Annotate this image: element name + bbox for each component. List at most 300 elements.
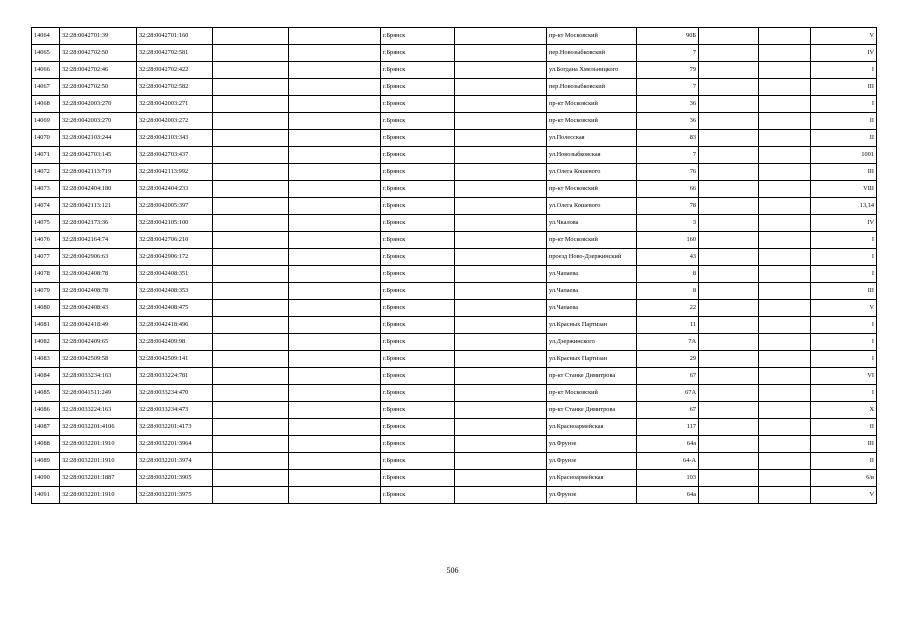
row-number-cell: 14088 xyxy=(32,436,60,453)
row-number-cell: 14085 xyxy=(32,385,60,402)
empty-cell xyxy=(289,181,381,198)
object-cadastral-number-cell: 32:28:0042003:272 xyxy=(137,113,213,130)
row-number-cell: 14082 xyxy=(32,334,60,351)
empty-cell xyxy=(455,487,547,504)
empty-cell xyxy=(759,317,811,334)
city-cell: г.Брянск xyxy=(381,45,455,62)
city-cell: г.Брянск xyxy=(381,62,455,79)
house-number-cell: 22 xyxy=(637,300,699,317)
empty-cell xyxy=(455,147,547,164)
empty-cell xyxy=(455,249,547,266)
object-cadastral-number-cell: 32:28:0032201:4173 xyxy=(137,419,213,436)
city-cell: г.Брянск xyxy=(381,402,455,419)
house-number-cell: 103 xyxy=(637,470,699,487)
empty-cell xyxy=(213,130,289,147)
empty-cell xyxy=(213,164,289,181)
table-row xyxy=(32,470,877,487)
house-number-cell: 8 xyxy=(637,266,699,283)
empty-cell xyxy=(759,470,811,487)
premises-number-cell: I xyxy=(811,385,877,402)
table-row xyxy=(32,283,877,300)
empty-cell xyxy=(455,45,547,62)
row-number-cell: 14071 xyxy=(32,147,60,164)
cadastral-number-cell: 32:28:0042702:50 xyxy=(60,45,137,62)
house-number-cell: 29 xyxy=(637,351,699,368)
row-number-cell: 14070 xyxy=(32,130,60,147)
row-number-cell: 14079 xyxy=(32,283,60,300)
premises-number-cell: I xyxy=(811,96,877,113)
registry-table xyxy=(31,27,877,504)
empty-cell xyxy=(699,334,759,351)
cadastral-number-cell: 32:28:0032201:1910 xyxy=(60,436,137,453)
row-number-cell: 14064 xyxy=(32,28,60,45)
house-number-cell: 7А xyxy=(637,334,699,351)
table-row xyxy=(32,28,877,45)
object-cadastral-number-cell: 32:28:0042408:475 xyxy=(137,300,213,317)
premises-number-cell: III xyxy=(811,283,877,300)
city-cell: г.Брянск xyxy=(381,232,455,249)
table-row xyxy=(32,45,877,62)
empty-cell xyxy=(699,147,759,164)
empty-cell xyxy=(213,453,289,470)
empty-cell xyxy=(759,487,811,504)
row-number-cell: 14086 xyxy=(32,402,60,419)
house-number-cell: 36 xyxy=(637,96,699,113)
empty-cell xyxy=(759,436,811,453)
row-number-cell: 14073 xyxy=(32,181,60,198)
object-cadastral-number-cell: 32:28:0042701:160 xyxy=(137,28,213,45)
empty-cell xyxy=(699,113,759,130)
empty-cell xyxy=(759,249,811,266)
city-cell: г.Брянск xyxy=(381,164,455,181)
empty-cell xyxy=(759,368,811,385)
row-number-cell: 14067 xyxy=(32,79,60,96)
empty-cell xyxy=(289,402,381,419)
empty-cell xyxy=(213,470,289,487)
cadastral-number-cell: 32:28:0042509:58 xyxy=(60,351,137,368)
empty-cell xyxy=(213,96,289,113)
cadastral-number-cell: 32:28:0042906:63 xyxy=(60,249,137,266)
house-number-cell: 36 xyxy=(637,113,699,130)
empty-cell xyxy=(289,113,381,130)
cadastral-number-cell: 32:28:0042702:46 xyxy=(60,62,137,79)
cadastral-number-cell: 32:28:0032201:1887 xyxy=(60,470,137,487)
empty-cell xyxy=(759,96,811,113)
house-number-cell: 11 xyxy=(637,317,699,334)
house-number-cell: 160 xyxy=(637,232,699,249)
empty-cell xyxy=(455,62,547,79)
cadastral-number-cell: 32:28:0042103:244 xyxy=(60,130,137,147)
empty-cell xyxy=(455,164,547,181)
street-cell: ул.Чапаева xyxy=(547,283,637,300)
empty-cell xyxy=(289,436,381,453)
object-cadastral-number-cell: 32:28:0042105:100 xyxy=(137,215,213,232)
premises-number-cell: 6/в xyxy=(811,470,877,487)
street-cell: ул.Новозыбковская xyxy=(547,147,637,164)
house-number-cell: 64а xyxy=(637,436,699,453)
empty-cell xyxy=(455,181,547,198)
empty-cell xyxy=(213,368,289,385)
empty-cell xyxy=(759,402,811,419)
empty-cell xyxy=(455,419,547,436)
empty-cell xyxy=(455,368,547,385)
table-row xyxy=(32,334,877,351)
table-row xyxy=(32,351,877,368)
city-cell: г.Брянск xyxy=(381,249,455,266)
empty-cell xyxy=(289,249,381,266)
house-number-cell: 66 xyxy=(637,181,699,198)
city-cell: г.Брянск xyxy=(381,130,455,147)
empty-cell xyxy=(455,470,547,487)
cadastral-number-cell: 32:28:0032201:4106 xyxy=(60,419,137,436)
street-cell: пр-кт Станке Димитрова xyxy=(547,368,637,385)
street-cell: ул.Красноармейская xyxy=(547,419,637,436)
city-cell: г.Брянск xyxy=(381,334,455,351)
empty-cell xyxy=(455,198,547,215)
empty-cell xyxy=(759,283,811,300)
empty-cell xyxy=(759,215,811,232)
empty-cell xyxy=(455,232,547,249)
object-cadastral-number-cell: 32:28:0042005:397 xyxy=(137,198,213,215)
house-number-cell: 64-А xyxy=(637,453,699,470)
cadastral-number-cell: 32:28:0042003:270 xyxy=(60,113,137,130)
row-number-cell: 14066 xyxy=(32,62,60,79)
empty-cell xyxy=(213,487,289,504)
empty-cell xyxy=(213,385,289,402)
city-cell: г.Брянск xyxy=(381,368,455,385)
object-cadastral-number-cell: 32:28:0042408:353 xyxy=(137,283,213,300)
row-number-cell: 14076 xyxy=(32,232,60,249)
empty-cell xyxy=(699,28,759,45)
empty-cell xyxy=(699,487,759,504)
city-cell: г.Брянск xyxy=(381,96,455,113)
empty-cell xyxy=(759,28,811,45)
row-number-cell: 14083 xyxy=(32,351,60,368)
empty-cell xyxy=(759,385,811,402)
premises-number-cell: V xyxy=(811,300,877,317)
row-number-cell: 14075 xyxy=(32,215,60,232)
empty-cell xyxy=(699,351,759,368)
object-cadastral-number-cell: 32:28:0033234:470 xyxy=(137,385,213,402)
table-row xyxy=(32,215,877,232)
house-number-cell: 83 xyxy=(637,130,699,147)
city-cell: г.Брянск xyxy=(381,198,455,215)
empty-cell xyxy=(759,164,811,181)
empty-cell xyxy=(455,351,547,368)
empty-cell xyxy=(213,283,289,300)
object-cadastral-number-cell: 32:28:0042703:437 xyxy=(137,147,213,164)
table-row xyxy=(32,436,877,453)
street-cell: проезд Ново-Дзержинский xyxy=(547,249,637,266)
empty-cell xyxy=(759,232,811,249)
row-number-cell: 14089 xyxy=(32,453,60,470)
street-cell: ул.Фрунзе xyxy=(547,436,637,453)
street-cell: пр-кт Московский xyxy=(547,181,637,198)
empty-cell xyxy=(213,317,289,334)
street-cell: ул.Олега Кошевого xyxy=(547,164,637,181)
street-cell: ул.Чапаева xyxy=(547,266,637,283)
city-cell: г.Брянск xyxy=(381,181,455,198)
house-number-cell: 76 xyxy=(637,164,699,181)
cadastral-number-cell: 32:28:0042408:43 xyxy=(60,300,137,317)
empty-cell xyxy=(455,266,547,283)
row-number-cell: 14072 xyxy=(32,164,60,181)
table-row xyxy=(32,164,877,181)
table-row xyxy=(32,317,877,334)
empty-cell xyxy=(213,181,289,198)
street-cell: ул.Дзержинского xyxy=(547,334,637,351)
premises-number-cell: VI xyxy=(811,368,877,385)
empty-cell xyxy=(699,232,759,249)
city-cell: г.Брянск xyxy=(381,215,455,232)
empty-cell xyxy=(455,436,547,453)
empty-cell xyxy=(455,402,547,419)
table-row xyxy=(32,266,877,283)
empty-cell xyxy=(213,402,289,419)
table-row xyxy=(32,96,877,113)
empty-cell xyxy=(759,266,811,283)
object-cadastral-number-cell: 32:28:0042702:422 xyxy=(137,62,213,79)
empty-cell xyxy=(213,419,289,436)
empty-cell xyxy=(213,198,289,215)
premises-number-cell: IV xyxy=(811,215,877,232)
street-cell: ул.Олега Кошевого xyxy=(547,198,637,215)
empty-cell xyxy=(289,487,381,504)
object-cadastral-number-cell: 32:28:0042906:172 xyxy=(137,249,213,266)
city-cell: г.Брянск xyxy=(381,351,455,368)
table-row xyxy=(32,62,877,79)
city-cell: г.Брянск xyxy=(381,283,455,300)
empty-cell xyxy=(213,28,289,45)
empty-cell xyxy=(289,164,381,181)
premises-number-cell: I xyxy=(811,266,877,283)
empty-cell xyxy=(289,419,381,436)
city-cell: г.Брянск xyxy=(381,266,455,283)
street-cell: ул.Полесская xyxy=(547,130,637,147)
empty-cell xyxy=(455,215,547,232)
house-number-cell: 117 xyxy=(637,419,699,436)
empty-cell xyxy=(455,28,547,45)
cadastral-number-cell: 32:28:0042418:49 xyxy=(60,317,137,334)
table-row xyxy=(32,368,877,385)
city-cell: г.Брянск xyxy=(381,470,455,487)
empty-cell xyxy=(455,79,547,96)
premises-number-cell: 1001 xyxy=(811,147,877,164)
object-cadastral-number-cell: 32:28:0042103:343 xyxy=(137,130,213,147)
empty-cell xyxy=(759,351,811,368)
city-cell: г.Брянск xyxy=(381,317,455,334)
empty-cell xyxy=(699,130,759,147)
empty-cell xyxy=(699,45,759,62)
table-row xyxy=(32,113,877,130)
row-number-cell: 14091 xyxy=(32,487,60,504)
street-cell: пр-кт Станке Димитрова xyxy=(547,402,637,419)
row-number-cell: 14068 xyxy=(32,96,60,113)
house-number-cell: 3 xyxy=(637,215,699,232)
premises-number-cell: X xyxy=(811,402,877,419)
empty-cell xyxy=(699,198,759,215)
street-cell: ул.Фрунзе xyxy=(547,453,637,470)
cadastral-number-cell: 32:28:0042003:270 xyxy=(60,96,137,113)
empty-cell xyxy=(289,385,381,402)
city-cell: г.Брянск xyxy=(381,419,455,436)
empty-cell xyxy=(759,419,811,436)
city-cell: г.Брянск xyxy=(381,28,455,45)
table-row xyxy=(32,249,877,266)
empty-cell xyxy=(455,113,547,130)
empty-cell xyxy=(759,79,811,96)
table-row xyxy=(32,300,877,317)
empty-cell xyxy=(289,453,381,470)
empty-cell xyxy=(759,453,811,470)
object-cadastral-number-cell: 32:28:0032201:3905 xyxy=(137,470,213,487)
empty-cell xyxy=(289,317,381,334)
empty-cell xyxy=(289,351,381,368)
row-number-cell: 14084 xyxy=(32,368,60,385)
empty-cell xyxy=(289,79,381,96)
object-cadastral-number-cell: 32:28:0033224:781 xyxy=(137,368,213,385)
empty-cell xyxy=(289,198,381,215)
empty-cell xyxy=(289,470,381,487)
premises-number-cell: II xyxy=(811,130,877,147)
object-cadastral-number-cell: 32:28:0042702:581 xyxy=(137,45,213,62)
row-number-cell: 14069 xyxy=(32,113,60,130)
empty-cell xyxy=(289,130,381,147)
object-cadastral-number-cell: 32:28:0032201:3964 xyxy=(137,436,213,453)
table-row xyxy=(32,385,877,402)
street-cell: ул.Красных Партизан xyxy=(547,351,637,368)
premises-number-cell: I xyxy=(811,351,877,368)
object-cadastral-number-cell: 32:28:0042003:271 xyxy=(137,96,213,113)
empty-cell xyxy=(213,266,289,283)
cadastral-number-cell: 32:28:0042113:719 xyxy=(60,164,137,181)
house-number-cell: 78 xyxy=(637,198,699,215)
object-cadastral-number-cell: 32:28:0042408:351 xyxy=(137,266,213,283)
empty-cell xyxy=(759,130,811,147)
empty-cell xyxy=(699,164,759,181)
house-number-cell: 79 xyxy=(637,62,699,79)
empty-cell xyxy=(289,232,381,249)
cadastral-number-cell: 32:28:0042173:36 xyxy=(60,215,137,232)
object-cadastral-number-cell: 32:28:0042404:233 xyxy=(137,181,213,198)
empty-cell xyxy=(213,79,289,96)
premises-number-cell: III xyxy=(811,79,877,96)
city-cell: г.Брянск xyxy=(381,453,455,470)
empty-cell xyxy=(289,62,381,79)
house-number-cell: 7 xyxy=(637,45,699,62)
cadastral-number-cell: 32:28:0033224:163 xyxy=(60,402,137,419)
row-number-cell: 14078 xyxy=(32,266,60,283)
empty-cell xyxy=(289,283,381,300)
table-row xyxy=(32,487,877,504)
house-number-cell: 7 xyxy=(637,147,699,164)
cadastral-number-cell: 32:28:0042702:50 xyxy=(60,79,137,96)
city-cell: г.Брянск xyxy=(381,385,455,402)
empty-cell xyxy=(289,368,381,385)
table-row xyxy=(32,130,877,147)
empty-cell xyxy=(213,62,289,79)
city-cell: г.Брянск xyxy=(381,79,455,96)
object-cadastral-number-cell: 32:28:0042706:210 xyxy=(137,232,213,249)
street-cell: пр-кт Московский xyxy=(547,96,637,113)
empty-cell xyxy=(289,28,381,45)
premises-number-cell: I xyxy=(811,62,877,79)
row-number-cell: 14090 xyxy=(32,470,60,487)
empty-cell xyxy=(699,402,759,419)
street-cell: пр-кт Московский xyxy=(547,232,637,249)
empty-cell xyxy=(699,215,759,232)
empty-cell xyxy=(289,215,381,232)
object-cadastral-number-cell: 32:28:0042409:98 xyxy=(137,334,213,351)
empty-cell xyxy=(213,249,289,266)
empty-cell xyxy=(213,351,289,368)
empty-cell xyxy=(213,232,289,249)
empty-cell xyxy=(759,62,811,79)
empty-cell xyxy=(213,334,289,351)
empty-cell xyxy=(759,181,811,198)
house-number-cell: 7 xyxy=(637,79,699,96)
city-cell: г.Брянск xyxy=(381,487,455,504)
empty-cell xyxy=(759,198,811,215)
empty-cell xyxy=(699,300,759,317)
premises-number-cell: I xyxy=(811,249,877,266)
row-number-cell: 14065 xyxy=(32,45,60,62)
house-number-cell: 67 xyxy=(637,368,699,385)
cadastral-number-cell: 32:28:0032201:1910 xyxy=(60,487,137,504)
object-cadastral-number-cell: 32:28:0042418:496 xyxy=(137,317,213,334)
premises-number-cell: II xyxy=(811,453,877,470)
empty-cell xyxy=(699,79,759,96)
premises-number-cell: I xyxy=(811,334,877,351)
house-number-cell: 64а xyxy=(637,487,699,504)
empty-cell xyxy=(213,45,289,62)
empty-cell xyxy=(455,453,547,470)
row-number-cell: 14081 xyxy=(32,317,60,334)
empty-cell xyxy=(289,300,381,317)
row-number-cell: 14077 xyxy=(32,249,60,266)
cadastral-number-cell: 32:28:0042409:65 xyxy=(60,334,137,351)
empty-cell xyxy=(213,147,289,164)
premises-number-cell: III xyxy=(811,164,877,181)
premises-number-cell: V xyxy=(811,28,877,45)
empty-cell xyxy=(699,385,759,402)
house-number-cell: 8 xyxy=(637,283,699,300)
empty-cell xyxy=(699,96,759,113)
table-row xyxy=(32,147,877,164)
empty-cell xyxy=(699,470,759,487)
empty-cell xyxy=(455,300,547,317)
empty-cell xyxy=(455,385,547,402)
empty-cell xyxy=(289,147,381,164)
empty-cell xyxy=(289,45,381,62)
premises-number-cell: II xyxy=(811,113,877,130)
street-cell: пр-кт Московский xyxy=(547,385,637,402)
house-number-cell: 67 xyxy=(637,402,699,419)
registry-table-body xyxy=(32,28,877,504)
empty-cell xyxy=(699,419,759,436)
table-row xyxy=(32,402,877,419)
table-row xyxy=(32,181,877,198)
empty-cell xyxy=(455,283,547,300)
street-cell: ул.Чапаева xyxy=(547,300,637,317)
house-number-cell: 90Б xyxy=(637,28,699,45)
empty-cell xyxy=(213,215,289,232)
empty-cell xyxy=(699,453,759,470)
object-cadastral-number-cell: 32:28:0032201:3974 xyxy=(137,453,213,470)
empty-cell xyxy=(699,368,759,385)
premises-number-cell: III xyxy=(811,436,877,453)
empty-cell xyxy=(759,113,811,130)
